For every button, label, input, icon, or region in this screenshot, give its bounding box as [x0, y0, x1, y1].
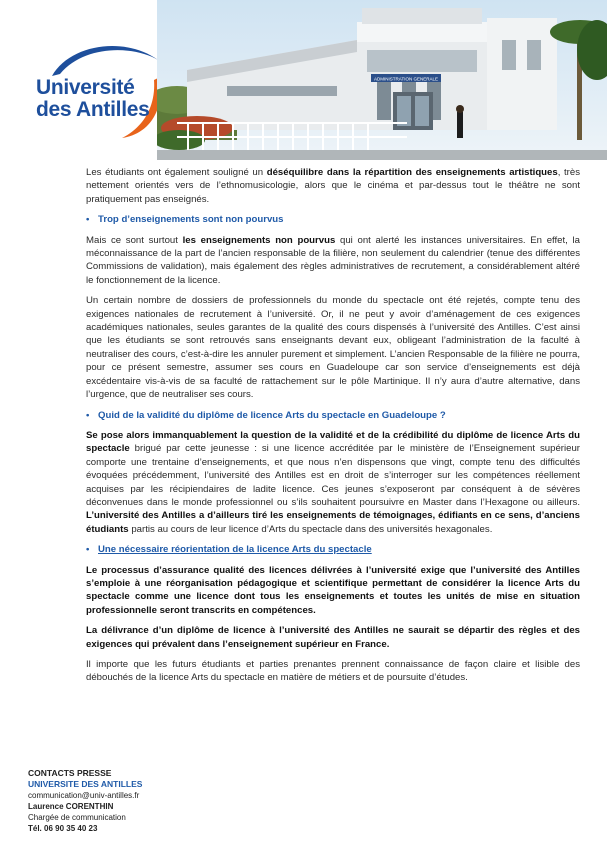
campus-building-photo: [157, 0, 607, 160]
section-heading-2: • Quid de la validité du diplôme de licence Arts du spectacle en Guadeloupe ?: [86, 409, 446, 421]
press-contact-email[interactable]: communication@univ-antilles.fr: [28, 791, 140, 800]
article-body: [86, 166, 580, 692]
section-heading-3: • Une nécessaire réorientation de la licence Arts du spectacle: [86, 544, 372, 556]
press-contact: [28, 768, 228, 834]
bullet-icon: •: [86, 409, 90, 421]
paragraph-7: Il importe que les futurs étudiants et parties prenantes prennent connaissance de façon claire et lisible des débouchés de la licence Arts du spectacle en matière de métiers et de poursuite d’études.: [86, 659, 580, 684]
logo-text-line2: des Antilles: [36, 98, 150, 121]
paragraph-3: Un certain nombre de dossiers de professionnels du monde du spectacle ont été rejetés, compte tenu des exigences nationales de recrutement à l’université. Or, il ne peut y avoir d’aménagement de ces exigences académiques nationales, seules garantes de la qualité des cours dispensés à l’université des Antilles. C’est ainsi que les étudiants se sont retrouvés sans enseignants devant eux, obligeant l’administration de la faculté à neutraliser des cours, c’est-à-dire les annuler purement et simplement. L’ancien Responsable de la filière ne pourra, pour ce présent semestre, assumer ses cours en Guadeloupe car son service d’enseignements est déjà excédentaire vis-à-vis de sa faculté de rattachement sur le pôle Martinique. Il n’y aura d’autre alternative, dans l’urgence, que de neutraliser ses cours.: [86, 295, 580, 401]
paragraph-4: Se pose alors immanquablement la question de la validité et de la crédibilité du diplôme de licence Arts du spectacle brigué par cette jeunesse : si une licence accréditée par le ministère de l’Enseignement supérieur comporte une trentaine d’enseignements, et que nous n’en dispensons que vingt, compte tenu des difficultés évoquées précédemment, l’université des Antilles est en droit de s’interroger sur les compétences réellement acquises par les récipiendaires de ladite licence. Ces jeunes s’exposeront par conséquent à de sévères déconvenues dans le monde professionnel ou s’ils souhaitent poursuivre en Master dans l’Hexagone ou ailleurs. L’université des Antilles a d’ailleurs tiré les enseignements de témoignages, édifiants en ce sens, d’anciens étudiants partis au cours de leur licence d’Arts du spectacle dans des universités hexagonales.: [86, 429, 580, 535]
building-sign-text: ADMINISTRATION GENERALE: [374, 76, 438, 82]
section-heading-1: • Trop d’enseignements sont non pourvus: [86, 214, 284, 226]
logo-text-line1: Université: [36, 76, 135, 99]
university-logo: [30, 38, 170, 138]
page-header: [0, 0, 607, 160]
press-contact-phone[interactable]: Tél. 06 90 35 40 23: [28, 824, 98, 833]
bullet-icon: •: [86, 214, 90, 226]
press-contact-university: UNIVERSITE DES ANTILLES: [28, 779, 143, 789]
bullet-icon: •: [86, 544, 90, 556]
press-contact-role: Chargée de communication: [28, 813, 126, 822]
paragraph-1: Les étudiants ont également souligné un déséquilibre dans la répartition des enseignements artistiques, très nettement orientés vers de l’ethnomusicologie, alors que le cinéma et par-dessus tout le théâtre ne sont pratiquement pas enseignés.: [86, 167, 581, 205]
paragraph-5: Le processus d’assurance qualité des licences délivrées à l’université exige que l’université des Antilles s’emploie à une réorganisation pédagogique et scientifique permettant de considérer la licence Arts du spectacle comme une licence dont tous les enseignements et toutes les unités de mise en situation professionnelle seront transcrits en compétences.: [86, 564, 580, 616]
paragraph-6: La délivrance d’un diplôme de licence à l’université des Antilles ne saurait se départir des règles et des exigences qui prévalent dans l’enseignement supérieur en France.: [86, 625, 580, 650]
press-contact-title: CONTACTS PRESSE: [28, 768, 112, 778]
press-contact-name: Laurence CORENTHIN: [28, 802, 114, 811]
paragraph-2: Mais ce sont surtout les enseignements non pourvus qui ont alerté les instances universitaires. En effet, la méconnaissance de la part de l’ancien responsable de la filière, non seulement du calendrier (tenue des différentes Commissions de validation), mais également des règles administratives de recrutement, a considérablement altéré le fonctionnement de la licence.: [86, 234, 581, 286]
